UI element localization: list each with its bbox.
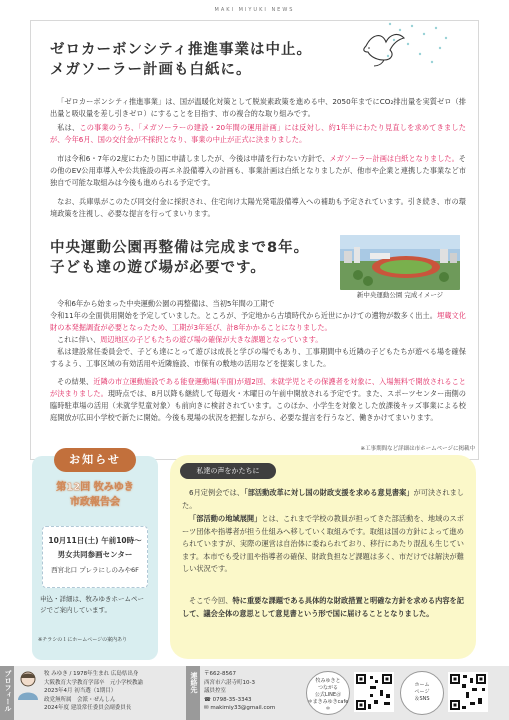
section2-paragraph3: [50, 346, 466, 370]
section1-title-line1: ゼロカーボンシティ推進事業は中止。: [50, 42, 312, 58]
profile-line: 2023年4月 初当選（1期目）: [44, 688, 117, 694]
section1-p3-highlight: メガソーラー計画は白紙となりました。: [329, 154, 459, 163]
section1-title: [50, 40, 312, 80]
profile-text: [44, 670, 184, 713]
section2-paragraph4: [50, 376, 466, 424]
section2-p4-post: 現時点では、8月以降も継続して毎週火・木曜日の午前中開放される予定です。また、スポーツセンター南側の臨時駐車場の活用（未就学児童対象）も前向きに検討されています。このほか、小学生を対象とした放課後キッズ事業による校庭開放が広田小学校で新たに開始。今後も現場の状況を把握しながら、必要な提言を行うなど、働きかけてまいります。: [50, 389, 466, 423]
section1-p4-text: なお、兵庫県がこのたび同交付金に採択され、住宅向け太陽光発電設備導入への補助も予定されています。引き続き、市の環境政策を注視し、必要な提言を行ってまいります。: [50, 197, 466, 219]
section1-p3-pre: 市は令和6・7年の2度にわたり国に申請しましたが、今後は申請を行わない方針で、: [57, 154, 330, 163]
section1-title-line2: メガソーラー計画も白紙に。: [50, 62, 252, 78]
notice-badge: お知らせ: [54, 448, 136, 472]
section2-paragraph1a: [50, 298, 340, 310]
section2-p1b-text: 令和11年の全面供用開始を予定していました。ところが、予定地から古墳時代から近世にかけての遺物が数多く出土。: [50, 311, 437, 320]
voice-p2-bold: 「部活動の地域展開」: [189, 514, 262, 523]
contact-text: [204, 670, 304, 713]
profile-line: 2024年度 建設常任委員会副委員長: [44, 705, 132, 711]
homepage-sns-circle[interactable]: ホーム ページ ＆SNS: [400, 671, 444, 715]
section2-p3-text: 私は建設常任委員会で、子ども達にとって遊びは成長と学びの場でもあり、工事期間中も近隣の子どもたちが遊べる場を確保するよう、工事区域の有効活用や近隣施設、市保有の敷地の活用などを提案しました。: [50, 347, 466, 369]
section1-p3-post: その他のEV公用車導入や公共施設の再エネ設備導入の計画も、事業計画は白紙となりましたが、他市や企業と連携した事業など市独自で可能な取組みは今後も進められる予定です。: [50, 154, 466, 188]
voice-paragraph1: [182, 487, 464, 512]
event-venue: 男女共同参画センター: [57, 550, 133, 559]
contact-address: 西宮市六湛寺町10-3: [204, 679, 255, 686]
profile-line: 大阪教育大学教育学部卒 元小学校教諭: [44, 679, 144, 686]
contact-label: 連絡先: [190, 672, 198, 693]
section2-paragraph2: [50, 334, 466, 346]
section2-p1-highlight: 埋蔵文化財の本発掘調査が必要となったため、工期が3年延び、計8年かかることになりました。: [50, 311, 466, 333]
profile-line: 牧 みゆき / 1978年生まれ 広島県出身: [44, 671, 139, 677]
dove-icon: [360, 28, 408, 68]
section1-p1-text: 「ゼロカーボンシティ推進事業」は、国が温暖化対策として脱炭素政策を進める中、2050年までにCO₂排出量を実質ゼロ（排出量と吸収量を差し引きゼロ）にすることを目指す、市の複合的な取り組みです。: [50, 97, 466, 119]
voice-p1-bold: 「部活動改革に対し国の財政支援を求める意見書案」: [244, 488, 414, 497]
section2-footnote: ※工事期間など詳細は市ホームページに掲載中: [360, 446, 475, 452]
section2-p4-highlight: 近隣の市立運動施設である能登運動場(半面)が週2回、未就学児とその保護者を対象に、入場無料で開放されることが決まりました。: [50, 377, 466, 399]
notice-footnote: ※チラシの１にホームページの案内あり: [38, 637, 128, 643]
newsletter-header: MAKI MIYUKI NEWS: [214, 7, 295, 13]
section2-p4-pre: その結果、: [57, 377, 94, 386]
event-details: [42, 526, 148, 588]
park-rendering-image: [340, 235, 460, 290]
line-official-circle[interactable]: 牧みゆきと つながる 公式LINE＠ ＊まきみゆきcafe＊: [306, 671, 350, 715]
voice-tab-label: 私達の声をかたちに: [180, 463, 276, 479]
event-place: 西宮北口 プレラにしのみや6F: [51, 566, 139, 574]
section1-paragraph3: [50, 153, 466, 189]
section2-p1a-text: 令和6年から始まった中央運動公園の再整備は、当初5年間の工期で: [57, 299, 275, 308]
profile-label: プロフィール: [4, 670, 12, 712]
voice-p3-bold: 特に重要な課題である具体的な財政措置と明確な方針を求める内容を記して、議会全体の意思として意見書という形で国に届けることとなりました。: [182, 596, 464, 618]
voice-p3-pre: そこで今回、: [189, 596, 233, 605]
notice-body: 申込・詳細は、牧みゆきホームページでご案内しています。: [40, 595, 144, 614]
contact-postcode: 〒662-8567: [204, 671, 236, 677]
line-qr-code-icon[interactable]: [354, 672, 394, 712]
voice-paragraph3: [182, 595, 464, 620]
notice-title-line1: 第12回 牧みゆき: [56, 482, 134, 493]
section2-p2-pre: これに伴い、: [57, 335, 101, 344]
section1-paragraph4: [50, 196, 466, 220]
contact-office: 議員控室: [204, 688, 227, 694]
notice-title: [38, 480, 152, 510]
section2-paragraph1b: [50, 310, 466, 334]
section1-p2-highlight: この事業のうち、「メガソーラーの建設・20年間の運用計画」には反対し、約1年半にわたり見直しを求めてきましたが、今年6月、国の交付金が不採択となり、事業の中止が正式に決まりました。: [50, 123, 466, 145]
section2-p2-highlight: 周辺地区の子どもたちの遊び場の確保が大きな課題となっています。: [100, 335, 323, 344]
notice-title-line2: 市政報告会: [70, 497, 120, 508]
voice-p1-pre: 6月定例会では、: [189, 488, 245, 497]
section1-p2-pre: 私は、: [57, 123, 80, 132]
portrait-icon: [16, 670, 40, 700]
notice-box: [32, 453, 158, 660]
profile-line: 政党無所属 会派・ぜんしん: [44, 696, 116, 703]
section2-title-line2: 子ども達の遊び場が必要です。: [50, 260, 266, 276]
homepage-qr-code-icon[interactable]: [448, 672, 488, 712]
voice-p1-post: が可決されました。: [182, 488, 464, 510]
section2-title-line1: 中央運動公園再整備は完成まで8年。: [50, 240, 310, 256]
photo-caption: 新中央運動公園 完成イメージ: [356, 291, 444, 299]
section2-title: [50, 238, 309, 278]
contact-phone[interactable]: ☎ 0798-35-3343: [204, 696, 252, 703]
voice-box: [170, 455, 476, 659]
contact-email[interactable]: ✉ makimiy33@gmail.com: [204, 705, 276, 711]
section1-paragraph2: [50, 122, 466, 146]
footer: [0, 666, 509, 720]
voice-p2-post: とは、これまで学校の教員が担ってきた部活動を、地域のスポーツ団体や指導者が担う仕組みへ移していく取組みです。取組は国の方針によって進められていますが、実際の運営は自治体に委ねられており、移行にあたり混乱も生じています。本市でも受け皿や指導者の確保、財政負担など課題は多く、市だけでは解決が難しい状況です。: [182, 514, 464, 574]
event-date: 10月11日(土) 午前10時〜: [48, 536, 142, 545]
section1-paragraph1: [50, 96, 466, 120]
voice-paragraph2: [182, 513, 464, 576]
